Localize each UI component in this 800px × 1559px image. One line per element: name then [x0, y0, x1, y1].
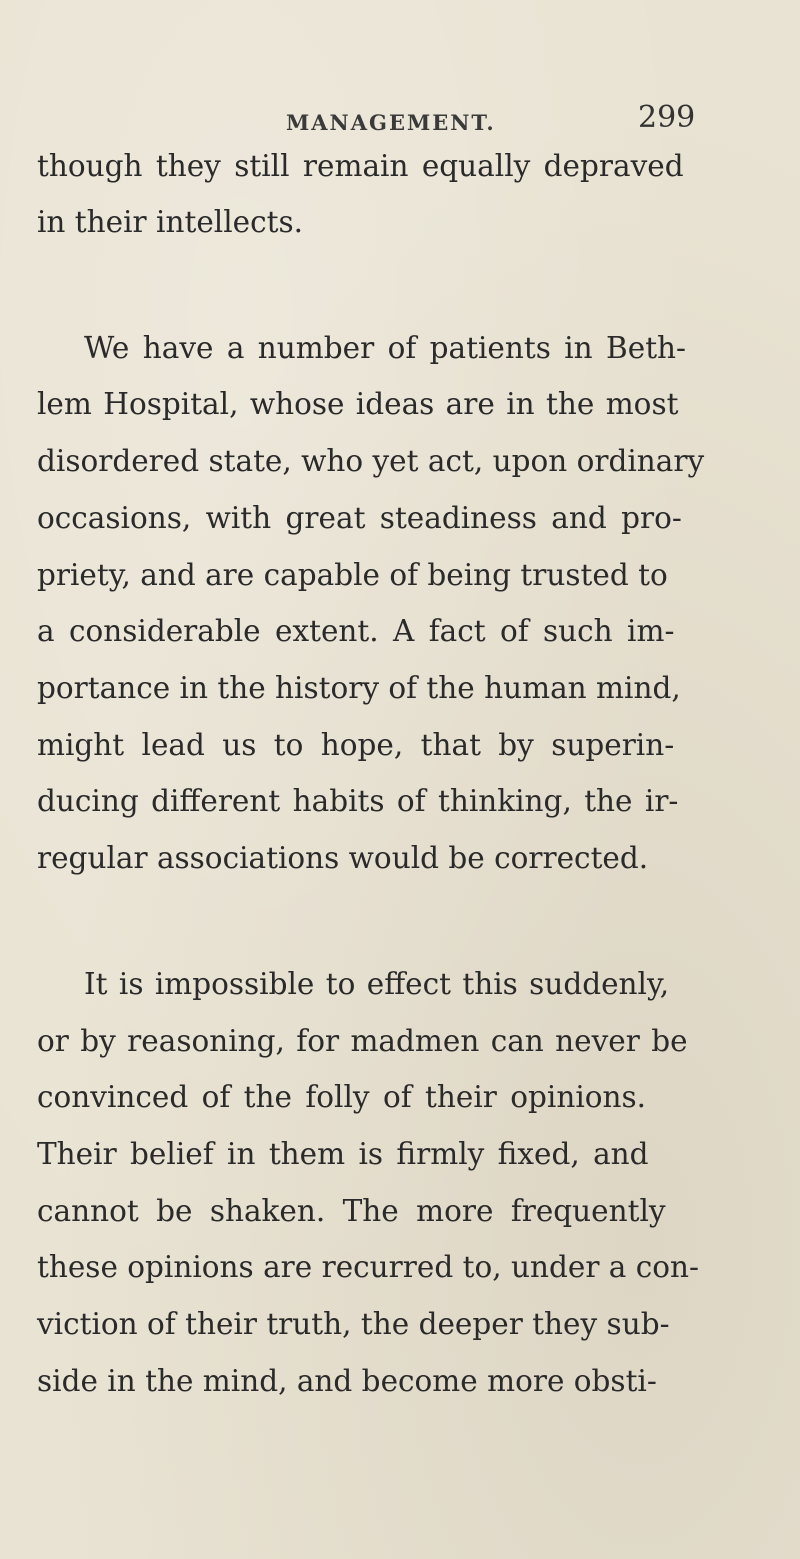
text-line: Their belief in them is firmly fixed, and	[37, 1137, 649, 1171]
text-line: viction of their truth, the deeper they sub-	[37, 1307, 670, 1341]
text-line: We have a number of patients in Beth-	[84, 331, 687, 365]
text-line: occasions, with great steadiness and pro-	[37, 501, 682, 535]
text-line: portance in the history of the human mind,	[37, 671, 681, 705]
text-line: or by reasoning, for madmen can never be	[37, 1024, 688, 1058]
running-title: MANAGEMENT.	[286, 110, 496, 135]
text-line: regular associations would be corrected.	[37, 841, 649, 875]
text-line: cannot be shaken. The more frequently	[37, 1194, 666, 1228]
text-line: though they still remain equally depraved	[37, 149, 684, 183]
text-line: convinced of the folly of their opinions.	[37, 1080, 647, 1114]
running-header	[0, 100, 800, 140]
text-line: might lead us to hope, that by superin-	[37, 728, 675, 762]
text-line: a considerable extent. A fact of such im-	[37, 614, 675, 648]
text-line: these opinions are recurred to, under a con-	[37, 1250, 700, 1284]
page-number: 299	[638, 100, 696, 135]
text-line: priety, and are capable of being trusted to	[37, 558, 668, 592]
text-line: lem Hospital, whose ideas are in the most	[37, 387, 679, 421]
text-line: ducing different habits of thinking, the ir-	[37, 784, 679, 818]
text-line: in their intellects.	[37, 205, 304, 239]
text-line: It is impossible to effect this suddenly,	[84, 967, 670, 1001]
text-line: disordered state, who yet act, upon ordinary	[37, 444, 705, 478]
text-line: side in the mind, and become more obsti-	[37, 1364, 657, 1398]
